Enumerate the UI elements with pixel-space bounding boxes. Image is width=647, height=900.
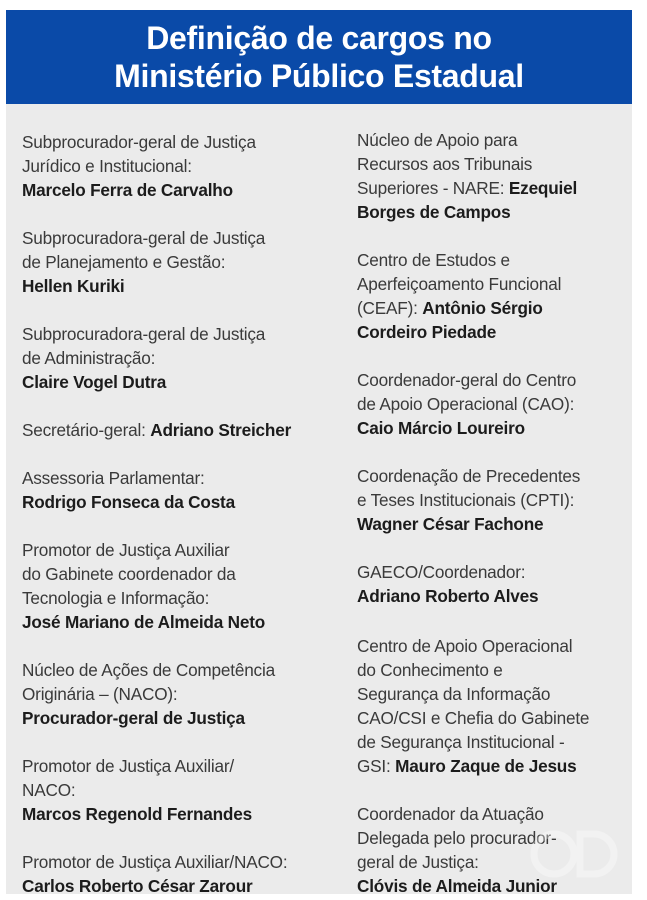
position-role: Coordenador-geral do Centro de Apoio Operacional (CAO): bbox=[357, 370, 577, 414]
list-item bbox=[357, 368, 576, 440]
list-item bbox=[22, 754, 252, 826]
position-holder: José Mariano de Almeida Neto bbox=[22, 612, 266, 632]
position-holder: Mauro Zaque de Jesus bbox=[395, 756, 577, 776]
position-holder: Marcelo Ferra de Carvalho bbox=[22, 180, 233, 200]
list-item bbox=[22, 538, 265, 634]
list-item bbox=[357, 634, 589, 778]
position-role: Promotor de Justiça Auxiliar do Gabinete coordenador da Tecnologia e Informação: bbox=[22, 540, 236, 608]
position-holder: Marcos Regenold Fernandes bbox=[22, 804, 252, 824]
position-holder: Adriano Streicher bbox=[150, 420, 292, 440]
title-line-1: Definição de cargos no bbox=[146, 20, 492, 56]
position-holder: Antônio Sérgio Cordeiro Piedade bbox=[357, 298, 543, 342]
position-role: Assessoria Parlamentar: bbox=[22, 468, 205, 488]
position-holder: Clóvis de Almeida Junior bbox=[357, 876, 557, 896]
list-item bbox=[357, 248, 561, 344]
position-holder: Carlos Roberto César Zarour bbox=[22, 876, 253, 896]
list-item bbox=[22, 322, 265, 394]
list-item bbox=[357, 464, 580, 536]
position-role: Núcleo de Apoio para Recursos aos Tribunais Superiores - NARE: bbox=[357, 130, 533, 198]
info-card bbox=[6, 10, 632, 894]
position-role: GAECO/Coordenador: bbox=[357, 562, 526, 582]
position-holder: Wagner César Fachone bbox=[357, 514, 544, 534]
position-role: Centro de Apoio Operacional do Conhecimento e Segurança da Informação CAO/CSI e Chefia do Gabinete de Segurança Institucional - GSI: bbox=[357, 636, 590, 776]
position-holder: Procurador-geral de Justiça bbox=[22, 708, 245, 728]
list-item bbox=[357, 560, 538, 608]
position-role: Núcleo de Ações de Competência Originária – (NACO): bbox=[22, 660, 275, 704]
list-item bbox=[22, 466, 235, 514]
position-holder: Ezequiel Borges de Campos bbox=[357, 178, 578, 222]
list-item bbox=[22, 418, 291, 442]
list-item bbox=[357, 802, 557, 898]
list-item bbox=[22, 658, 275, 730]
list-item bbox=[357, 128, 577, 224]
position-holder: Adriano Roberto Alves bbox=[357, 586, 539, 606]
position-holder: Rodrigo Fonseca da Costa bbox=[22, 492, 235, 512]
position-role: Secretário-geral: bbox=[22, 420, 151, 440]
position-holder: Caio Márcio Loureiro bbox=[357, 418, 525, 438]
list-item bbox=[22, 226, 265, 298]
position-role: Subprocuradora-geral de Justiça de Administração: bbox=[22, 324, 266, 368]
position-holder: Claire Vogel Dutra bbox=[22, 372, 167, 392]
position-role: Coordenação de Precedentes e Teses Institucionais (CPTI): bbox=[357, 466, 581, 510]
list-item bbox=[22, 130, 256, 202]
position-role: Promotor de Justiça Auxiliar/ NACO: bbox=[22, 756, 234, 800]
position-role: Centro de Estudos e Aperfeiçoamento Funcional (CEAF): bbox=[357, 250, 562, 318]
watermark-logo-icon bbox=[530, 830, 622, 878]
card-header bbox=[6, 10, 632, 104]
positions-list bbox=[6, 120, 632, 896]
position-holder: Hellen Kuriki bbox=[22, 276, 125, 296]
title-line-2: Ministério Público Estadual bbox=[114, 58, 524, 94]
position-role: Subprocuradora-geral de Justiça de Planejamento e Gestão: bbox=[22, 228, 266, 272]
position-role: Promotor de Justiça Auxiliar/NACO: bbox=[22, 852, 288, 872]
position-role: Coordenador da Atuação Delegada pelo procurador- geral de Justiça: bbox=[357, 804, 557, 872]
list-item bbox=[22, 850, 287, 898]
position-role: Subprocurador-geral de Justiça Jurídico e Institucional: bbox=[22, 132, 256, 176]
